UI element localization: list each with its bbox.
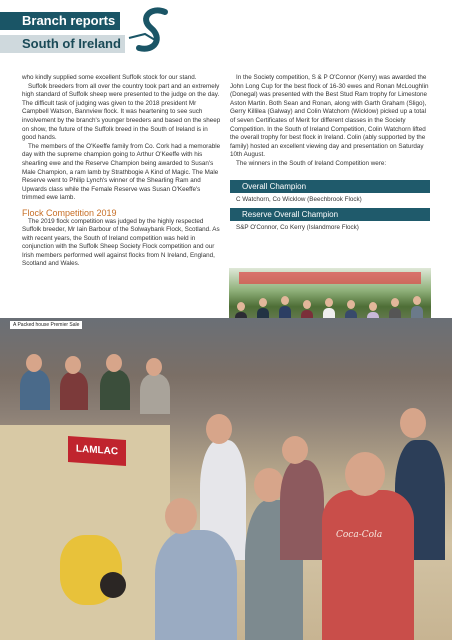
- paragraph: The 2019 flock competition was judged by the highly respected Suffolk breeder, Mr Iain Barbour of the Solwaybank Flock, Scotland. As with recent years, the South of Ireland competition was held in conjunction with the Suffolk Sheep Society Flock competition and our Irish members performed well against flocks from N Ireland, England, Scotland and Wales.: [22, 217, 220, 268]
- left-column: [22, 74, 222, 269]
- section-heading: Flock Competition 2019: [22, 207, 117, 218]
- paragraph: Suffolk breeders from all over the country took part and an extremely high standard of Suffolk sheep were presented to the judge on the day. The difficult task of judging was given to the 2018 president Mr Campbell Watson, Bannview flock. It was heartening to see such involvement by the branch's younger breeders and based on the sheep on show, the future of the Suffolk breed in the South of Ireland is in good hands.: [22, 82, 221, 142]
- paragraph: In the Society competition, S & P O'Connor (Kerry) was awarded the John Long Cup for the best flock of 16-30 ewes and Ronan McLoughlin (Donegal) was presented with the Best Stud Ram trophy for Limestone Aston Martin. Both Sean and Ronan, along with Garth Graham (Sligo), Gerry Killilea (Galway) and Colin Watchorn (Wicklow) picked up a total of seven Certificates of Merit for different classes in the Society Competition. In the South of Ireland Competition, Colin Watchorn lifted the overall trophy for best flock in Ireland. Colin (ably supported by the family) hosted an excellent viewing day and presentation on Saturday 10th August.: [230, 74, 429, 159]
- right-column: [230, 74, 432, 233]
- photo-caption: A Packed house Premier Sale: [10, 321, 82, 329]
- photo-banner: [239, 272, 421, 284]
- overall-champion-name: C Watchorn, Co Wicklow (Beechbrook Flock): [236, 195, 362, 203]
- section-title: Branch reports: [0, 12, 120, 30]
- reserve-champion-name: S&P O'Connor, Co Kerry (Islandmore Flock): [236, 224, 359, 232]
- paragraph: The winners in the South of Ireland Competition were:: [236, 159, 387, 167]
- sheep-head: [100, 572, 126, 598]
- paragraph: who kindly supplied some excellent Suffolk stock for our stand.: [22, 74, 197, 81]
- reserve-champion-label: Reserve Overall Champion: [230, 208, 430, 221]
- branch-name: South of Ireland: [0, 35, 125, 53]
- paragraph: The members of the O'Keeffe family from Co. Cork had a memorable day with the supreme champion going to Arthur O'Keeffe with his shearling ewe and the Reserve Champion being awarded to Susan's Male Champion, a ram lamb by Strathbogie A Kind of Magic. The Male Reserve went to Philip Lynch's winner of the Shearling Ram and Upwards class while the Female Reserve was Susan O'Keeffe's trimmed ewe lamb.: [22, 142, 221, 202]
- red-shirt: [322, 490, 414, 640]
- sponsor-banner: LAMLAC: [68, 436, 126, 466]
- society-logo-icon: [127, 4, 181, 58]
- overall-champion-label: Overall Champion: [230, 180, 430, 193]
- shirt-logo: Coca-Cola: [336, 530, 383, 540]
